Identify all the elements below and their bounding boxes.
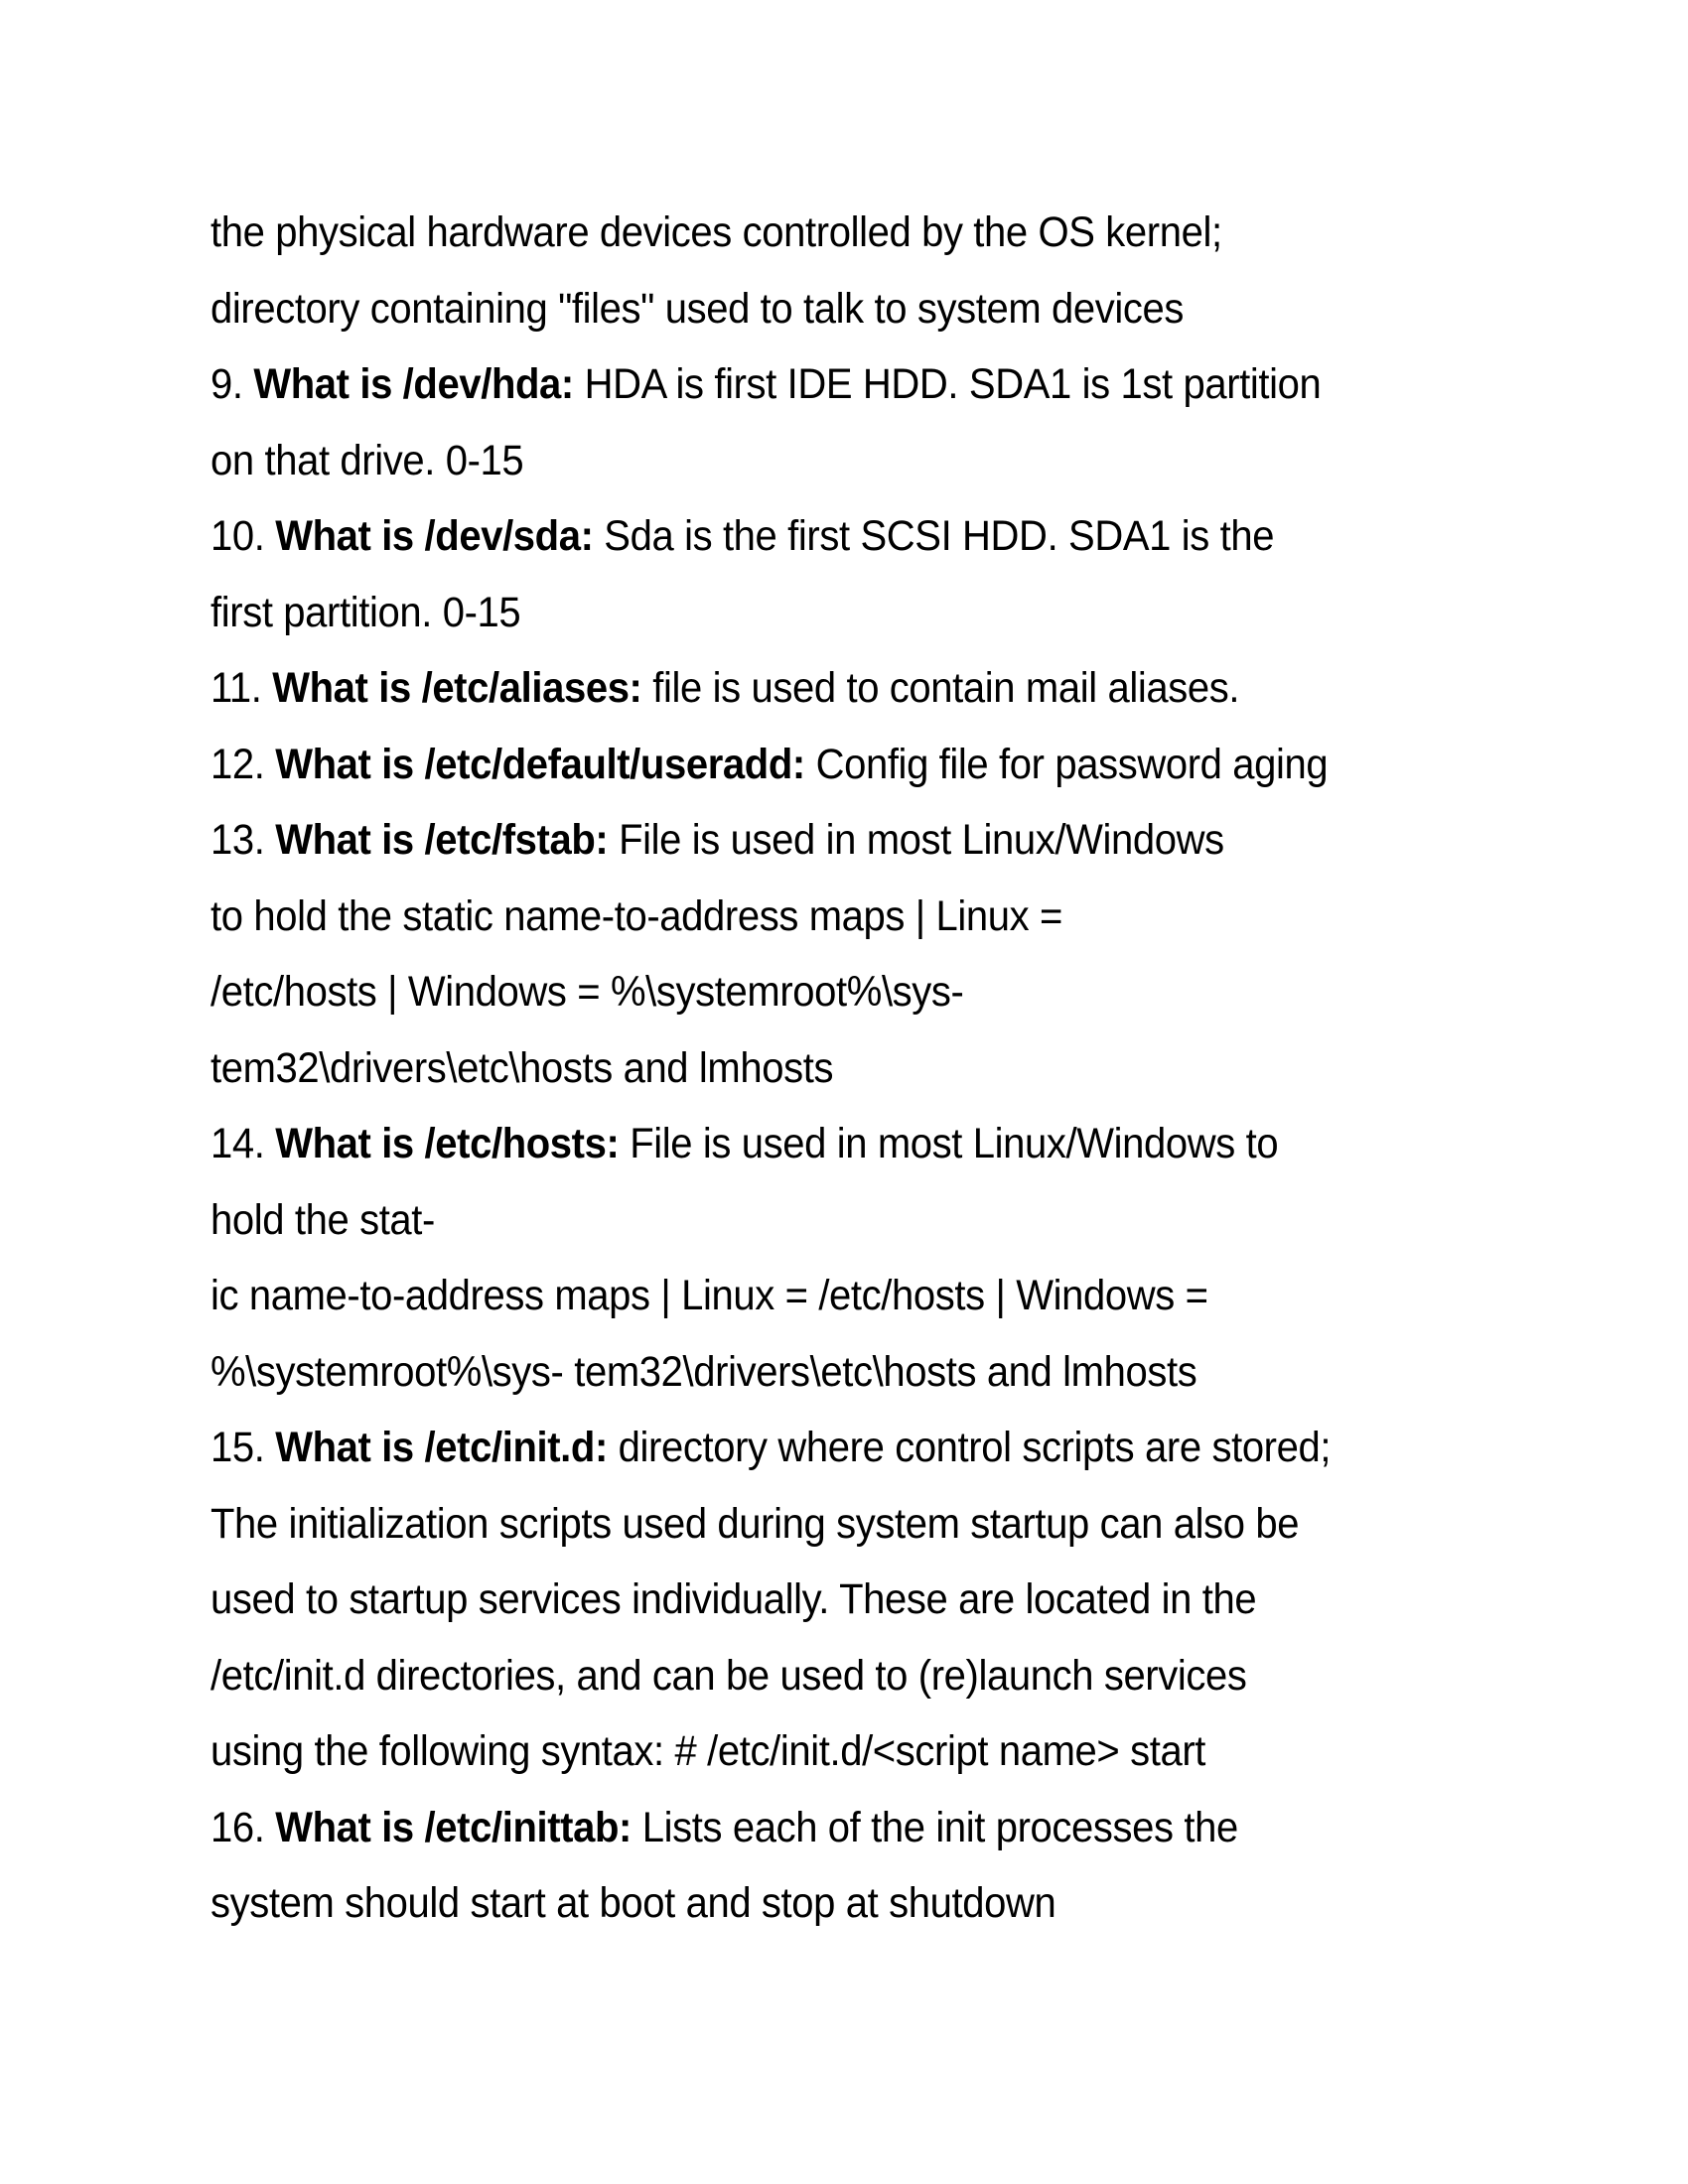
line-text: using the following syntax: # /etc/init.d/<script name> start (211, 1727, 1206, 1775)
question-number: 11. (211, 664, 273, 712)
question-number: 13. (211, 816, 276, 864)
text-line (211, 1182, 1411, 1259)
text-line (211, 1865, 1411, 1942)
question-15 (211, 1410, 1411, 1486)
line-text: /etc/hosts | Windows = %\systemroot%\sys- (211, 968, 964, 1016)
question-13 (211, 802, 1411, 879)
question-label: What is /dev/sda: (275, 512, 594, 560)
question-14 (211, 1106, 1411, 1182)
question-label: What is /etc/init.d: (275, 1424, 608, 1471)
question-label: What is /etc/inittab: (275, 1803, 632, 1851)
line-text: first partition. 0-15 (211, 588, 521, 636)
text-line (211, 195, 1411, 271)
text-line (211, 1486, 1411, 1563)
line-text: File is used in most Linux/Windows to (619, 1120, 1279, 1167)
question-10 (211, 498, 1411, 575)
line-text: Sda is the first SCSI HDD. SDA1 is the (593, 512, 1275, 560)
line-text: file is used to contain mail aliases. (641, 664, 1240, 712)
question-11 (211, 650, 1411, 727)
text-line (211, 1334, 1411, 1411)
question-9 (211, 346, 1411, 423)
text-line (211, 1638, 1411, 1714)
text-line (211, 1713, 1411, 1790)
line-text: ic name-to-address maps | Linux = /etc/hosts | Windows = (211, 1272, 1208, 1319)
question-16 (211, 1790, 1411, 1866)
question-number: 10. (211, 512, 276, 560)
text-line (211, 1562, 1411, 1638)
line-text: on that drive. 0-15 (211, 436, 524, 484)
line-text: the physical hardware devices controlled by the OS kernel; (211, 208, 1222, 256)
question-label: What is /etc/fstab: (275, 816, 609, 864)
line-text: hold the stat- (211, 1195, 435, 1244)
question-number: 12. (211, 740, 276, 788)
question-number: 16. (211, 1803, 276, 1851)
question-12 (211, 727, 1411, 803)
line-text: used to startup services individually. These are located in the (211, 1575, 1257, 1623)
line-text: %\systemroot%\sys- tem32\drivers\etc\hosts and lmhosts (211, 1347, 1197, 1396)
text-line (211, 1030, 1411, 1107)
line-text: system should start at boot and stop at shutdown (211, 1879, 1056, 1927)
line-text: tem32\drivers\etc\hosts and lmhosts (211, 1043, 834, 1092)
line-text: The initialization scripts used during system startup can also be (211, 1499, 1300, 1548)
text-line (211, 271, 1411, 347)
question-label: What is /etc/aliases: (272, 664, 642, 712)
question-number: 9. (211, 360, 254, 408)
document-page (211, 195, 1501, 1942)
question-number: 15. (211, 1424, 276, 1471)
question-label: What is /etc/hosts: (275, 1120, 620, 1167)
line-text: /etc/init.d directories, and can be used to (re)launch services (211, 1651, 1247, 1700)
line-text: directory containing "files" used to talk to system devices (211, 284, 1185, 333)
line-text: Config file for password aging (804, 740, 1329, 788)
line-text: HDA is first IDE HDD. SDA1 is 1st partition (573, 360, 1322, 408)
line-text: File is used in most Linux/Windows (608, 816, 1224, 864)
question-number: 14. (211, 1120, 276, 1167)
text-line (211, 1258, 1411, 1334)
line-text: directory where control scripts are stored; (607, 1424, 1332, 1471)
text-line (211, 575, 1411, 651)
question-label: What is /etc/default/useradd: (275, 740, 805, 788)
line-text: Lists each of the init processes the (631, 1803, 1238, 1851)
text-line (211, 954, 1411, 1030)
line-text: to hold the static name-to-address maps | Linux = (211, 891, 1062, 940)
text-line (211, 423, 1411, 499)
question-label: What is /dev/hda: (253, 360, 574, 408)
text-line (211, 879, 1411, 955)
